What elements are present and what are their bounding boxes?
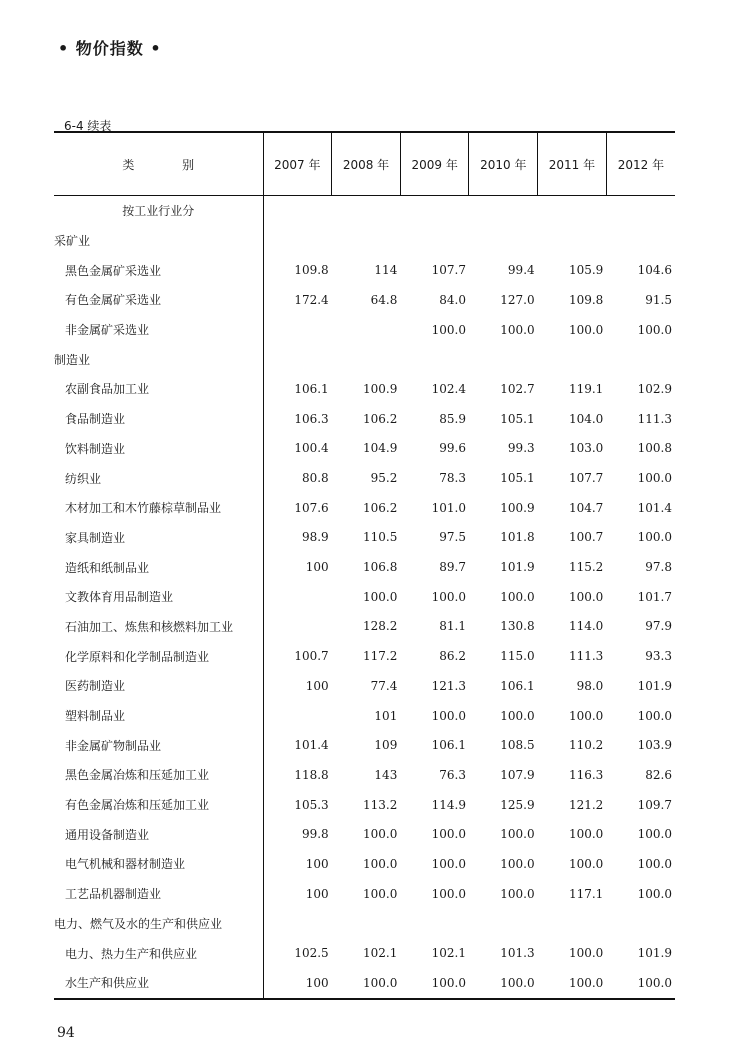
value-cell: 95.2 [370, 471, 398, 486]
value-cell [538, 226, 607, 256]
value-cell: 128.2 [362, 619, 398, 634]
table-row [54, 196, 675, 226]
value-cell: 81.1 [439, 619, 466, 634]
value-cell [263, 582, 332, 612]
row-label: 木材加工和木竹藤棕草制品业 [65, 501, 222, 516]
year-column-header: 2012 年 [606, 132, 675, 196]
value-cell: 101.4 [263, 730, 332, 760]
table-row [54, 849, 675, 879]
value-cell: 100.0 [431, 827, 466, 842]
value-cell: 100.0 [637, 886, 672, 901]
value-cell: 101 [374, 708, 398, 723]
value-cell [400, 226, 469, 256]
value-cell: 80.8 [263, 463, 332, 493]
value-cell: 100.0 [568, 827, 604, 842]
value-cell: 64.8 [370, 292, 398, 307]
value-cell: 100.7 [568, 530, 604, 545]
value-cell: 111.3 [568, 649, 604, 664]
value-cell: 100.0 [637, 827, 672, 842]
table-row [54, 730, 675, 760]
table-row [54, 671, 675, 701]
value-cell: 143 [374, 767, 398, 782]
row-label: 食品制造业 [65, 412, 126, 427]
table-row [54, 315, 675, 345]
value-cell: 100.0 [606, 968, 675, 999]
value-cell: 114.9 [431, 797, 466, 812]
value-cell: 109.8 [568, 292, 604, 307]
table-header-row [54, 132, 675, 196]
value-cell: 100.0 [362, 856, 398, 871]
value-cell [469, 226, 538, 256]
value-cell: 115.0 [500, 649, 535, 664]
value-cell [263, 315, 332, 345]
value-cell: 100 [263, 552, 332, 582]
value-cell [538, 344, 607, 374]
row-label: 有色金属矿采选业 [65, 293, 162, 308]
value-cell: 100 [263, 879, 332, 909]
value-cell: 114.0 [568, 619, 604, 634]
value-cell: 100.0 [568, 708, 604, 723]
value-cell [400, 344, 469, 374]
value-cell: 105.3 [263, 790, 332, 820]
value-cell [538, 909, 607, 939]
table-row [54, 434, 675, 464]
value-cell: 101.4 [637, 500, 672, 515]
value-cell: 99.3 [507, 441, 535, 456]
value-cell [469, 196, 538, 226]
row-label: 家具制造业 [65, 530, 126, 545]
value-cell: 102.4 [431, 381, 466, 396]
value-cell: 121.2 [568, 797, 604, 812]
price-index-table [54, 131, 675, 1000]
value-cell: 101.9 [637, 678, 672, 693]
value-cell: 100.8 [637, 441, 672, 456]
value-cell: 100.0 [500, 827, 535, 842]
value-cell: 101.9 [637, 946, 672, 961]
value-cell: 100.0 [431, 886, 466, 901]
value-cell: 106.1 [500, 678, 535, 693]
value-cell: 125.9 [500, 797, 535, 812]
value-cell: 98.9 [263, 523, 332, 553]
value-cell: 119.1 [568, 381, 604, 396]
value-cell: 97.5 [439, 530, 466, 545]
value-cell: 101.8 [500, 530, 535, 545]
table-row [54, 344, 675, 374]
value-cell [606, 196, 675, 226]
row-label: 医药制造业 [65, 679, 126, 694]
value-cell: 97.9 [645, 619, 672, 634]
row-label: 造纸和纸制品业 [65, 560, 150, 575]
table-row [54, 552, 675, 582]
value-cell: 77.4 [370, 678, 398, 693]
row-label: 通用设备制造业 [65, 827, 150, 842]
value-cell: 105.1 [500, 411, 535, 426]
value-cell: 100.0 [500, 589, 535, 604]
row-label: 制造业 [54, 352, 91, 367]
value-cell [332, 315, 401, 345]
row-label: 塑料制品业 [65, 709, 126, 724]
value-cell: 98.0 [576, 678, 604, 693]
year-column-header: 2008 年 [332, 132, 401, 196]
value-cell: 100.0 [431, 322, 466, 337]
value-cell: 89.7 [439, 560, 466, 575]
value-cell: 101.0 [431, 500, 466, 515]
value-cell: 115.2 [568, 560, 604, 575]
value-cell [263, 196, 332, 226]
value-cell: 100.0 [568, 946, 604, 961]
value-cell: 105.1 [500, 471, 535, 486]
value-cell [469, 909, 538, 939]
value-cell: 102.1 [431, 946, 466, 961]
row-label: 电力、热力生产和供应业 [65, 946, 198, 961]
table-row [54, 463, 675, 493]
value-cell: 102.5 [263, 938, 332, 968]
value-cell: 118.8 [263, 760, 332, 790]
value-cell: 100.0 [400, 968, 469, 999]
value-cell [538, 196, 607, 226]
row-label: 非金属矿物制品业 [65, 738, 162, 753]
value-cell [263, 701, 332, 731]
row-label: 有色金属冶炼和压延加工业 [65, 798, 210, 813]
value-cell [332, 344, 401, 374]
table-row [54, 909, 675, 939]
value-cell [606, 909, 675, 939]
row-label: 电气机械和器材制造业 [65, 857, 186, 872]
value-cell: 82.6 [645, 767, 672, 782]
value-cell: 113.2 [362, 797, 398, 812]
value-cell: 127.0 [500, 292, 535, 307]
value-cell [606, 226, 675, 256]
value-cell: 97.8 [645, 560, 672, 575]
value-cell: 100.0 [469, 968, 538, 999]
value-cell: 107.7 [431, 263, 466, 278]
table-row [54, 879, 675, 909]
value-cell: 101.9 [500, 560, 535, 575]
value-cell: 100.0 [568, 856, 604, 871]
value-cell: 104.7 [568, 500, 604, 515]
table-row [54, 404, 675, 434]
value-cell: 109 [374, 738, 398, 753]
value-cell: 101.3 [500, 946, 535, 961]
value-cell: 76.3 [439, 767, 466, 782]
table-row [54, 938, 675, 968]
table-row [54, 968, 675, 999]
row-label: 化学原料和化学制品制造业 [65, 649, 210, 664]
value-cell: 103.0 [568, 441, 604, 456]
value-cell: 100.0 [500, 856, 535, 871]
value-cell: 109.7 [637, 797, 672, 812]
value-cell: 106.3 [263, 404, 332, 434]
table-row [54, 493, 675, 523]
value-cell: 103.9 [637, 738, 672, 753]
value-cell: 172.4 [263, 285, 332, 315]
year-column-header: 2010 年 [469, 132, 538, 196]
value-cell: 100.0 [431, 856, 466, 871]
table-row [54, 641, 675, 671]
value-cell: 117.2 [362, 649, 398, 664]
value-cell: 100.0 [538, 968, 607, 999]
year-column-header: 2011 年 [538, 132, 607, 196]
value-cell: 85.9 [439, 411, 466, 426]
value-cell: 101.7 [637, 589, 672, 604]
value-cell: 121.3 [431, 678, 466, 693]
table-row [54, 790, 675, 820]
value-cell: 93.3 [645, 649, 672, 664]
value-cell: 100.0 [500, 322, 535, 337]
value-cell: 86.2 [439, 649, 466, 664]
value-cell [606, 344, 675, 374]
value-cell: 114 [374, 263, 398, 278]
value-cell: 100.0 [637, 530, 672, 545]
value-cell [332, 909, 401, 939]
value-cell [332, 226, 401, 256]
value-cell: 100.0 [637, 322, 672, 337]
value-cell: 107.7 [568, 471, 604, 486]
value-cell: 78.3 [439, 471, 466, 486]
value-cell [400, 196, 469, 226]
year-column-header: 2007 年 [263, 132, 332, 196]
row-label: 采矿业 [54, 234, 91, 249]
table-row [54, 582, 675, 612]
value-cell: 100.4 [263, 434, 332, 464]
row-label: 水生产和供应业 [54, 968, 263, 999]
running-header: • 物价指数 • [58, 39, 162, 58]
value-cell: 106.8 [362, 560, 398, 575]
table-row [54, 612, 675, 642]
row-label: 文教体育用品制造业 [65, 590, 174, 605]
row-label: 非金属矿采选业 [65, 323, 150, 338]
value-cell: 100.0 [362, 589, 398, 604]
value-cell: 100.0 [500, 886, 535, 901]
table-row [54, 523, 675, 553]
table-row [54, 255, 675, 285]
value-cell: 116.3 [568, 767, 604, 782]
table-row [54, 819, 675, 849]
value-cell: 99.6 [439, 441, 466, 456]
value-cell: 100.0 [332, 968, 401, 999]
value-cell: 111.3 [637, 411, 672, 426]
row-label: 纺织业 [65, 471, 102, 486]
table-row [54, 701, 675, 731]
value-cell: 104.0 [568, 411, 604, 426]
value-cell [263, 226, 332, 256]
value-cell [263, 909, 332, 939]
value-cell: 102.9 [637, 381, 672, 396]
value-cell: 104.6 [637, 263, 672, 278]
row-label: 饮料制造业 [65, 441, 126, 456]
value-cell: 109.8 [263, 255, 332, 285]
value-cell: 106.2 [362, 411, 398, 426]
page-number: 94 [57, 1025, 75, 1041]
value-cell: 105.9 [568, 263, 604, 278]
value-cell: 100.9 [500, 500, 535, 515]
table-row [54, 285, 675, 315]
value-cell: 106.2 [362, 500, 398, 515]
table-row [54, 226, 675, 256]
value-cell: 106.1 [263, 374, 332, 404]
value-cell: 117.1 [568, 886, 604, 901]
value-cell [263, 344, 332, 374]
value-cell: 100.0 [568, 322, 604, 337]
value-cell: 110.2 [568, 738, 604, 753]
table-row [54, 760, 675, 790]
value-cell: 100.0 [637, 708, 672, 723]
table-row [54, 374, 675, 404]
value-cell [469, 344, 538, 374]
value-cell: 100.0 [362, 827, 398, 842]
value-cell: 100.9 [362, 381, 398, 396]
value-cell [332, 196, 401, 226]
row-label: 石油加工、炼焦和核燃料加工业 [65, 619, 234, 634]
value-cell: 100.0 [637, 471, 672, 486]
value-cell: 102.1 [362, 946, 398, 961]
value-cell: 100.0 [568, 589, 604, 604]
row-label: 电力、燃气及水的生产和供应业 [54, 916, 223, 931]
value-cell: 100.7 [263, 641, 332, 671]
row-label: 按工业行业分 [122, 204, 195, 219]
value-cell: 110.5 [362, 530, 398, 545]
category-column-header: 类 别 [54, 132, 263, 196]
value-cell [400, 909, 469, 939]
value-cell: 100.0 [431, 708, 466, 723]
value-cell: 100.0 [637, 856, 672, 871]
value-cell: 91.5 [645, 292, 672, 307]
value-cell: 100.0 [500, 708, 535, 723]
row-label: 黑色金属冶炼和压延加工业 [65, 768, 210, 783]
value-cell: 102.7 [500, 381, 535, 396]
value-cell: 106.1 [431, 738, 466, 753]
row-label: 黑色金属矿采选业 [65, 263, 162, 278]
value-cell: 99.8 [263, 819, 332, 849]
value-cell: 100.0 [431, 589, 466, 604]
table-caption: 6-4 续表 [64, 119, 112, 133]
value-cell: 130.8 [500, 619, 535, 634]
value-cell: 100.0 [362, 886, 398, 901]
value-cell: 100 [263, 849, 332, 879]
value-cell: 107.9 [500, 767, 535, 782]
value-cell [263, 612, 332, 642]
value-cell: 99.4 [507, 263, 535, 278]
value-cell: 104.9 [362, 441, 398, 456]
value-cell: 108.5 [500, 738, 535, 753]
value-cell: 84.0 [439, 292, 466, 307]
year-column-header: 2009 年 [400, 132, 469, 196]
row-label: 工艺品机器制造业 [65, 887, 162, 902]
value-cell: 100 [263, 968, 332, 999]
row-label: 农副食品加工业 [65, 382, 150, 397]
value-cell: 107.6 [263, 493, 332, 523]
value-cell: 100 [263, 671, 332, 701]
